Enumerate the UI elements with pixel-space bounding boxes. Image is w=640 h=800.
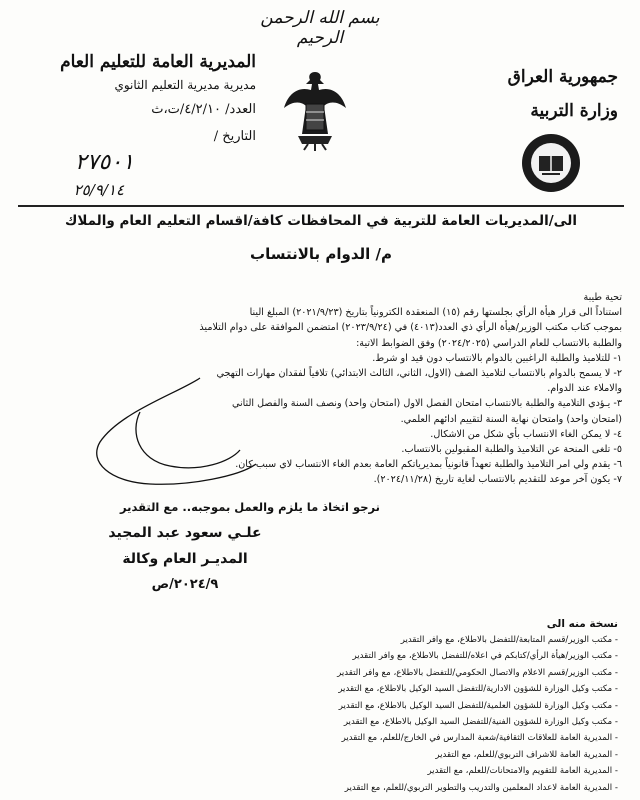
body-line: ٢- لا يسمح بالدوام بالانتساب لتلاميذ الصف (الاول، الثاني، الثالث الابتدائي) تلافياً لفقدان مهارات التهجي (216, 368, 622, 380)
copy-recipient: - مكتب الوزير/قسم المتابعة/للتفضل بالاطلاع، مع وافر التقدير (400, 635, 618, 645)
body-line: ٧- يكون آخر موعد للتقديم بالانتساب لغاية تاريخ (٢٠٢٤/١١/٢٨). (373, 474, 622, 486)
country-name: جمهورية العراق (507, 67, 618, 87)
date-label: التاريخ / (213, 129, 256, 144)
body-line: بموجب كتاب مكتب الوزير/هيأة الرأي ذي العدد(٤٠١٣) في (٢٠٢٣/٩/٢٤) امتضمن الموافقة على دوام التلاميذ (199, 322, 622, 334)
handwritten-date: ٢٥/٩/١٤ (73, 181, 124, 199)
copy-recipient: - مكتب وكيل الوزارة للشؤون الفنية/للتفضل السيد الوكيل بالاطلاع، مع التقدير (343, 717, 618, 728)
copy-recipient: - مكتب وكيل الوزارة للشؤون العلمية/للتفضل السيد الوكيل بالاطلاع، مع التقدير (338, 700, 618, 711)
body-line: والاملاء عند الدوام. (547, 383, 622, 395)
body-line: ١- للتلاميذ والطلبة الراغبين بالدوام بالانتساب دون قيد او شرط. (372, 352, 622, 364)
directorate-subtitle: مديرية مديرية التعليم الثانوي (114, 78, 256, 92)
handwritten-number: ٢٧٥٠١ (74, 150, 134, 175)
body-line: ٦- يقدم ولي امر التلاميذ والطلبة تعهداً قانونياً بمديرياتكم العامة بعدم الغاء الانتساب لاي سبب كان. (235, 459, 622, 471)
header-divider (18, 205, 624, 207)
body-line: ٣- يـؤدي التلامية والطلبة بالانتساب امتحان الفصل الاول (امتحان واحد) ونصف السنة والفصل الثاني (231, 398, 622, 410)
body-line: والطلبة بالانتساب للعام الدراسي (٢٠٢٤/٢٠٢٥) وفق الضوابط الاتية: (356, 337, 622, 349)
copy-recipient: - المديرية العامة للتقويم والامتحانات/للعلم، مع التقدير (427, 766, 618, 777)
header-right-block (458, 60, 618, 128)
header-left-block (16, 52, 256, 144)
body-line: ٤- لا يمكن الغاء الانتساب بأي شكل من الاشكال. (430, 428, 622, 440)
copy-recipient: - المديرية العامة لاعداد المعلمين والتدريب والتطوير التربوي/للعلم، مع التقدير (344, 782, 618, 793)
subject-line: م/ الدوام بالانتساب (250, 245, 392, 263)
body-line: استناداً الى قرار هيأة الرأي بجلستها رقم (١٥) المنعقدة الكترونياً بتاريخ (٢٠٢١/٩/٢٣) المبلغ الينا (249, 307, 622, 319)
signatory-name: علـي سعود عبد المجيد (108, 525, 262, 541)
signatory-title: المديـر العام وكالة (122, 551, 248, 567)
signature-date: ٢٠٢٤/٩/ص (151, 577, 219, 592)
copy-recipient: - المديرية العامة للاشراف التربوي/للعلم، مع التقدير (435, 749, 618, 760)
ministry-name: وزارة التربية (530, 101, 618, 121)
copies-list (148, 632, 618, 796)
copy-recipient: - المديرية العامة للعلاقات الثقافية/شعبة المدارس في الخارج/للعلم، مع التقدير (341, 733, 618, 744)
reference-number: العدد/ ٤/٢/١٠/ت،ث (151, 102, 256, 117)
basmala: بسم الله الرحمن الرحيم (260, 8, 380, 48)
copy-recipient: - مكتب وكيل الوزارة للشؤون الادارية/للتفضل السيد الوكيل بالاطلاع، مع التقدير (338, 684, 618, 695)
copies-heading: نسخة منه الى (546, 618, 618, 630)
copy-recipient: - مكتب الوزير/قسم الاعلام والاتصال الحكومي/للتفضل بالاطلاع، مع وافر التقدير (337, 667, 618, 678)
greeting: تحية طيبة (583, 292, 622, 303)
addressee-line: الى/المديريات العامة للتربية في المحافظات كافة/اقسام التعليم العام والملاك (65, 213, 577, 229)
signature-block (60, 520, 310, 598)
eagle-emblem-icon (280, 64, 350, 154)
handwritten-number-mark (24, 145, 144, 203)
body-line: ٥- تلغى المنحة عن التلاميذ والطلبة المقبولين بالانتساب. (401, 444, 622, 456)
closing-line: نرجو اتخاذ ما يلزم والعمل بموجبه.. مع التقدير (120, 500, 380, 514)
ministry-seal-icon (520, 132, 582, 194)
handwritten-signature-scribble (80, 372, 270, 502)
directorate-title: المديرية العامة للتعليم العام (60, 52, 256, 72)
copy-recipient: - مكتب الوزير/هيأة الرأي/كتابكم في اعلاه/للتفضل بالاطلاع، مع وافر التقدير (352, 651, 618, 662)
body-line: (امتحان واحد) وامتحان نهاية السنة لتقييم ادائهم العلمي. (400, 413, 622, 425)
